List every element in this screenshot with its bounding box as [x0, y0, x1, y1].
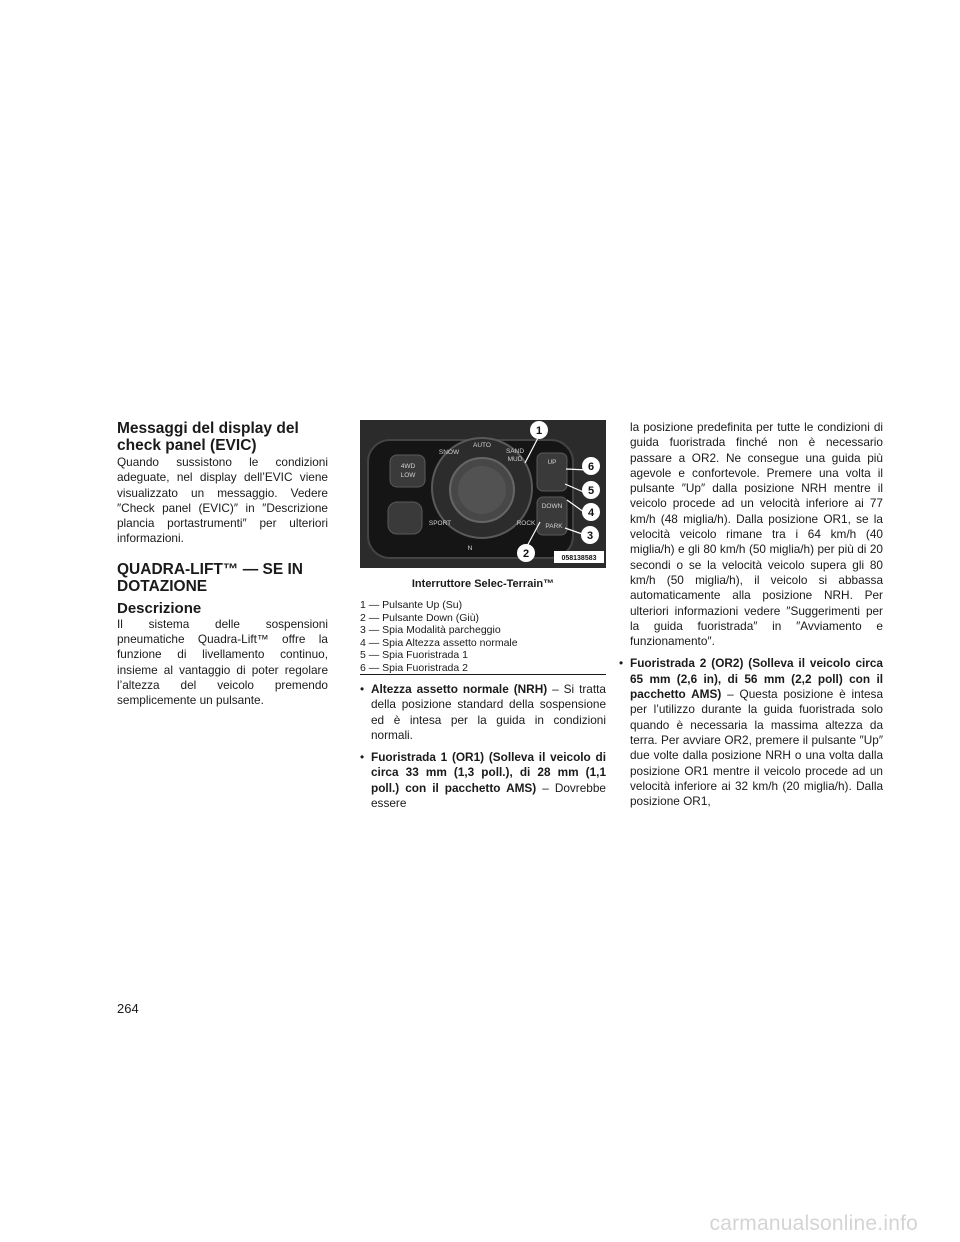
figure-title: Interruttore Selec-Terrain™: [411, 578, 555, 590]
left-column: [117, 420, 328, 709]
callout-6: 6: [587, 461, 595, 473]
callout-3: 3: [586, 530, 594, 542]
callout-5: 5: [587, 485, 595, 497]
callout-4: 4: [587, 507, 595, 519]
callout-1: 1: [535, 425, 543, 437]
paragraph-descrizione: Il sistema delle sospensioni pneumatiche Quadra-Lift™ offre la funzione di livellamento continuo, insieme al vantaggio di poter regolare l’altezza del veicolo premendo semplicemente un pulsante.: [117, 616, 328, 708]
heading-descrizione: Descrizione: [117, 599, 202, 617]
bullet-or2-title: Fuoristrada 2 (OR2) (Solleva il veicolo circa 65 mm (2,6 in), di 56 mm (2,2 poll) con il pacchetto AMS): [630, 656, 883, 702]
bullet-or1: [360, 750, 606, 811]
label-up: UP: [547, 459, 557, 466]
selec-terrain-switch-figure: [360, 420, 606, 568]
right-column: [619, 420, 883, 809]
bullet-glyph: •: [619, 656, 624, 671]
label-rock: ROCK: [516, 520, 536, 527]
bullet-or1-text: – Dovrebbe essere: [371, 780, 606, 811]
label-4wd: 4WD: [400, 463, 416, 470]
label-sport: SPORT: [428, 520, 452, 527]
paragraph-evic: Quando sussistono le condizioni adeguate, nel display dell’EVIC viene visualizzato un messaggio. Vedere ″Check panel (EVIC)″ in ″Descrizione plancia portastrumenti″ per ulteriori informazioni.: [117, 455, 328, 546]
middle-column: [360, 420, 606, 811]
bullet-glyph: •: [360, 682, 365, 696]
callout-2: 2: [522, 548, 530, 560]
watermark: carmanualsonline.info: [709, 1212, 918, 1235]
label-snow: SNOW: [438, 449, 460, 456]
label-auto: AUTO: [473, 442, 491, 449]
bullet-nrh-text: – Si tratta della posizione standard della sospensione ed è intesa per la guida in condizioni normali.: [371, 682, 606, 742]
label-down: DOWN: [541, 503, 563, 510]
legend-item: 4 — Spia Altezza assetto normale: [360, 636, 518, 649]
legend-item: 3 — Spia Modalità parcheggio: [360, 624, 501, 636]
label-sand: SAND: [505, 448, 525, 455]
bullet-nrh: [360, 682, 606, 743]
label-mud: MUD: [507, 456, 523, 463]
label-park: PARK: [545, 523, 563, 530]
bullet-or2-text: – Questa posizione è intesa per l’utilizzo durante la guida fuoristrada solo quando è necessaria la massima altezza da terra. Per avviare OR2, premere il pulsante ″Up″ due volte dalla posizione NRH o una volta dalla posizione OR1 mentre il veicolo procede ad un velocità inferiore ai 32 km/h (20 miglia/h). Dalla posizione OR1,: [630, 687, 883, 809]
heading-evic: Messaggi del display del check panel (EVIC): [117, 420, 299, 454]
heading-quadra-lift: QUADRA-LIFT™ — SE IN DOTAZIONE: [117, 560, 303, 595]
label-low: LOW: [400, 472, 416, 479]
figure-code: 058138583: [561, 555, 597, 562]
bullet-nrh-title: Altezza assetto normale (NRH): [371, 682, 548, 696]
legend-item: 1 — Pulsante Up (Su): [360, 599, 463, 611]
legend-item: 6 — Spia Fuoristrada 2: [360, 661, 468, 674]
bullet-glyph: •: [360, 750, 365, 765]
page-number: 264: [117, 1001, 139, 1016]
bullet-or2: [619, 656, 883, 809]
figure-legend: [360, 599, 606, 675]
legend-item: 2 — Pulsante Down (Giù): [360, 611, 480, 624]
selec-terrain-switch-illustration: [360, 420, 606, 568]
bullet-or1-title: Fuoristrada 1 (OR1) (Solleva il veicolo di circa 33 mm (1,3 poll.), di 28 mm (1,1 poll.) con il pacchetto AMS): [371, 750, 606, 795]
legend-item: 5 — Spia Fuoristrada 1: [360, 649, 468, 661]
bullet-or1-continued: la posizione predefinita per tutte le condizioni di guida fuoristrada finché non è necessario passare a OR2. Ne consegue una guida più agevole e confortevole. Premere una volta il pulsante ″Up″ dalla posizione NRH mentre il veicolo procede ad un velocità inferiore ai 77 km/h (48 miglia/h). Dalla posizione OR1, se la velocità veicolo rimane tra i 64 km/h (40 miglia/h) e gli 80 km/h (50 miglia/h) per più di 20 secondi o se la velocità veicolo supera gli 80 km/h (50 miglia/h), il veicolo si abbassa automaticamente alla posizione NRH. Per ulteriori informazioni vedere ″Suggerimenti per la guida fuoristrada″ in ″Avviamento e funzionamento″.: [630, 420, 883, 649]
label-n: N: [467, 545, 473, 552]
